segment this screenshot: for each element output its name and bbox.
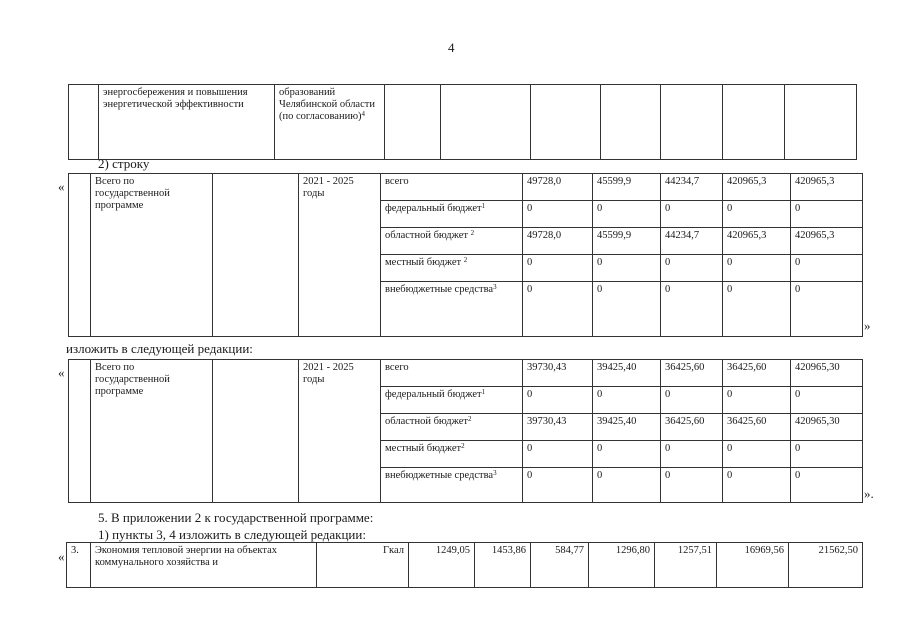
value-cell: 0 — [593, 441, 661, 468]
cell-blank — [213, 174, 299, 337]
value-cell: 0 — [723, 441, 791, 468]
program-years-cell: 2021 - 2025 годы — [299, 174, 381, 337]
value-cell: 0 — [791, 255, 863, 282]
open-quote-bottom: « — [58, 549, 65, 564]
value-cell: 0 — [723, 255, 791, 282]
value-cell: 0 — [661, 282, 723, 337]
value-cell: 0 — [661, 387, 723, 414]
top-cell-executor: образований Челябинской области (по согласованию)$^4$ — [275, 85, 385, 160]
value-cell: 0 — [661, 201, 723, 228]
top-cell — [601, 85, 661, 160]
top-cell — [661, 85, 723, 160]
value-cell: 36425,60 — [723, 360, 791, 387]
value-cell: 44234,7 — [661, 228, 723, 255]
value-cell: 0 — [593, 201, 661, 228]
value-cell: 0 — [661, 468, 723, 503]
value-cell: 0 — [723, 282, 791, 337]
row-label: всего — [381, 360, 523, 387]
cell-blank — [213, 360, 299, 503]
value-cell: 39425,40 — [593, 414, 661, 441]
value-cell: 420965,3 — [723, 228, 791, 255]
program-years-cell: 2021 - 2025 годы — [299, 360, 381, 503]
indicator-description: Экономия тепловой энергии на объектах коммунального хозяйства и — [91, 543, 317, 588]
page-number: 4 — [448, 40, 455, 55]
value-cell: 21562,50 — [789, 543, 863, 588]
value-cell: 1249,05 — [409, 543, 475, 588]
value-cell: 584,77 — [531, 543, 589, 588]
value-cell: 36425,60 — [661, 414, 723, 441]
row-label: областной бюджет $^2$ — [381, 228, 523, 255]
value-cell: 0 — [593, 282, 661, 337]
paragraph-5-1: 1) пункты 3, 4 изложить в следующей редакции: — [98, 527, 366, 542]
value-cell: 1453,86 — [475, 543, 531, 588]
program-name-cell: Всего по государственной программе — [91, 360, 213, 503]
value-cell: 0 — [593, 468, 661, 503]
unit-cell: Гкал — [317, 543, 409, 588]
row-label: местный бюджет $^2$ — [381, 255, 523, 282]
value-cell: 1296,80 — [589, 543, 655, 588]
value-cell: 0 — [523, 468, 593, 503]
row-label: областной бюджет$^2$ — [381, 414, 523, 441]
program-table-new — [68, 359, 863, 503]
program-table-old — [68, 173, 863, 337]
row-label: внебюджетные средства$^3$ — [381, 282, 523, 337]
value-cell: 36425,60 — [661, 360, 723, 387]
value-cell: 49728,0 — [523, 228, 593, 255]
row-label: федеральный бюджет$^1$ — [381, 387, 523, 414]
value-cell: 44234,7 — [661, 174, 723, 201]
top-table — [68, 84, 857, 160]
cell-blank — [69, 174, 91, 337]
top-cell — [441, 85, 531, 160]
value-cell: 0 — [791, 201, 863, 228]
value-cell: 0 — [661, 255, 723, 282]
close-quote-new: ». — [864, 486, 874, 501]
row-label: всего — [381, 174, 523, 201]
intro-text: 2) строку — [98, 156, 150, 171]
value-cell: 0 — [661, 441, 723, 468]
close-quote-old: » — [864, 318, 871, 333]
value-cell: 1257,51 — [655, 543, 717, 588]
value-cell: 0 — [723, 201, 791, 228]
value-cell: 420965,3 — [791, 174, 863, 201]
value-cell: 39425,40 — [593, 360, 661, 387]
value-cell: 0 — [791, 387, 863, 414]
value-cell: 0 — [593, 387, 661, 414]
value-cell: 45599,9 — [593, 228, 661, 255]
value-cell: 39730,43 — [523, 414, 593, 441]
value-cell: 49728,0 — [523, 174, 593, 201]
indicators-table — [66, 542, 863, 588]
top-cell — [531, 85, 601, 160]
value-cell: 45599,9 — [593, 174, 661, 201]
open-quote-old: « — [58, 179, 65, 194]
value-cell: 36425,60 — [723, 414, 791, 441]
top-cell-description: энергосбережения и повышения энергетической эффективности — [99, 85, 275, 160]
value-cell: 0 — [523, 201, 593, 228]
paragraph-5: 5. В приложении 2 к государственной программе: — [98, 510, 374, 525]
value-cell: 0 — [523, 441, 593, 468]
value-cell: 16969,56 — [717, 543, 789, 588]
value-cell: 0 — [523, 282, 593, 337]
value-cell: 0 — [593, 255, 661, 282]
replace-text: изложить в следующей редакции: — [66, 341, 253, 356]
value-cell: 0 — [791, 441, 863, 468]
value-cell: 0 — [791, 282, 863, 337]
value-cell: 0 — [523, 255, 593, 282]
value-cell: 0 — [523, 387, 593, 414]
value-cell: 0 — [791, 468, 863, 503]
value-cell: 420965,3 — [723, 174, 791, 201]
cell-blank — [69, 360, 91, 503]
top-cell — [723, 85, 785, 160]
row-label: местный бюджет$^2$ — [381, 441, 523, 468]
row-label: внебюджетные средства$^3$ — [381, 468, 523, 503]
program-name-cell: Всего по государственной программе — [91, 174, 213, 337]
row-label: федеральный бюджет$^1$ — [381, 201, 523, 228]
row-number: 3. — [67, 543, 91, 588]
value-cell: 0 — [723, 468, 791, 503]
top-cell — [785, 85, 857, 160]
value-cell: 0 — [723, 387, 791, 414]
value-cell: 420965,30 — [791, 360, 863, 387]
value-cell: 39730,43 — [523, 360, 593, 387]
value-cell: 420965,30 — [791, 414, 863, 441]
open-quote-new: « — [58, 365, 65, 380]
top-cell-blank — [69, 85, 99, 160]
top-cell — [385, 85, 441, 160]
value-cell: 420965,3 — [791, 228, 863, 255]
